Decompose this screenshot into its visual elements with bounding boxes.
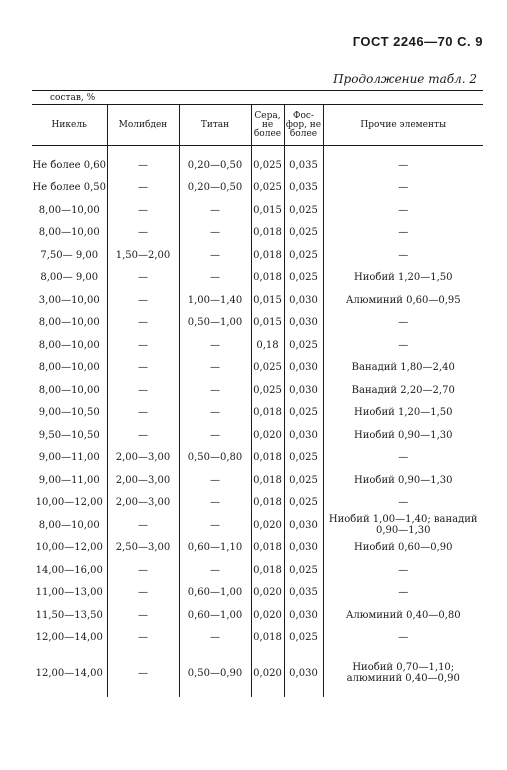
cell-nickel: 11,50—13,50: [35, 609, 103, 621]
cell-other: Ниобий 0,90—1,30: [323, 469, 483, 492]
cell-nickel: 8,00—10,00: [38, 317, 100, 329]
cell-other: —: [323, 154, 483, 177]
cell-titanium: —: [179, 199, 251, 222]
table-row: [32, 312, 483, 335]
cell-nickel: 9,00—10,50: [38, 407, 100, 419]
cell-other: Алюминий 0,40—0,80: [323, 604, 483, 627]
cell-titanium: —: [179, 492, 251, 515]
cell-sulfur: 0,018: [251, 447, 284, 470]
table-row: [32, 357, 483, 380]
table-row: [32, 604, 483, 627]
table-row: [32, 379, 483, 402]
cell-molybdenum: —: [107, 649, 179, 697]
header-other-elements: Прочие элементы: [323, 105, 483, 146]
table-row: [32, 334, 483, 357]
cell-titanium: —: [179, 357, 251, 380]
table-row: [32, 402, 483, 425]
cell-other: Ванадий 1,80—2,40: [323, 357, 483, 380]
cell-other: Ниобий 0,60—0,90: [323, 537, 483, 560]
cell-sulfur: 0,025: [251, 357, 284, 380]
cell-phosphorus: 0,030: [284, 357, 323, 380]
cell-nickel: 10,00—12,00: [35, 497, 103, 509]
table-row: [32, 537, 483, 560]
table-row: [32, 447, 483, 470]
cell-other: —: [323, 244, 483, 267]
cell-other: —: [323, 559, 483, 582]
header-molybdenum: Молибден: [107, 105, 179, 146]
cell-nickel: 12,00—14,00: [35, 667, 103, 679]
cell-molybdenum: —: [107, 379, 179, 402]
cell-molybdenum: 2,00—3,00: [107, 447, 179, 470]
cell-titanium: 0,50—0,90: [179, 649, 251, 697]
cell-molybdenum: 2,00—3,00: [107, 469, 179, 492]
cell-phosphorus: 0,025: [284, 334, 323, 357]
cell-other: —: [323, 177, 483, 200]
cell-titanium: —: [179, 379, 251, 402]
cell-other: Ниобий 0,90—1,30: [323, 424, 483, 447]
table-row: [32, 222, 483, 245]
cell-sulfur: 0,020: [251, 649, 284, 697]
cell-titanium: 0,60—1,00: [179, 582, 251, 605]
cell-phosphorus: 0,025: [284, 222, 323, 245]
cell-other: —: [323, 312, 483, 335]
cell-other: —: [323, 627, 483, 650]
header-sulfur: Сера, не более: [251, 105, 284, 146]
composition-table: [32, 104, 483, 697]
cell-phosphorus: 0,025: [284, 469, 323, 492]
cell-phosphorus: 0,035: [284, 154, 323, 177]
cell-other: —: [323, 222, 483, 245]
cell-other: Алюминий 0,60—0,95: [323, 289, 483, 312]
cell-phosphorus: 0,030: [284, 514, 323, 537]
cell-phosphorus: 0,030: [284, 379, 323, 402]
cell-nickel: 3,00—10,00: [38, 294, 100, 306]
cell-phosphorus: 0,030: [284, 649, 323, 697]
cell-nickel: 8,00—10,00: [38, 204, 100, 216]
cell-nickel: 9,00—11,00: [38, 452, 100, 464]
cell-molybdenum: —: [107, 267, 179, 290]
cell-sulfur: 0,018: [251, 222, 284, 245]
cell-titanium: 0,60—1,10: [179, 537, 251, 560]
cell-titanium: —: [179, 627, 251, 650]
cell-sulfur: 0,015: [251, 312, 284, 335]
cell-molybdenum: —: [107, 357, 179, 380]
cell-sulfur: 0,015: [251, 199, 284, 222]
cell-sulfur: 0,020: [251, 424, 284, 447]
cell-titanium: —: [179, 334, 251, 357]
cell-other: —: [323, 199, 483, 222]
spacer-row: [32, 146, 483, 155]
cell-nickel: 10,00—12,00: [35, 542, 103, 554]
cell-titanium: 0,20—0,50: [179, 177, 251, 200]
cell-sulfur: 0,018: [251, 469, 284, 492]
cell-other: —: [323, 334, 483, 357]
cell-molybdenum: —: [107, 582, 179, 605]
cell-titanium: —: [179, 514, 251, 537]
cell-sulfur: 0,018: [251, 244, 284, 267]
cell-nickel: Не более 0,60: [32, 159, 106, 171]
table-body: [32, 146, 483, 698]
cell-nickel: 9,50—10,50: [38, 429, 100, 441]
cell-phosphorus: 0,030: [284, 604, 323, 627]
header-titanium: Титан: [179, 105, 251, 146]
cell-phosphorus: 0,025: [284, 402, 323, 425]
cell-nickel: 8,00—10,00: [38, 362, 100, 374]
cell-molybdenum: 2,50—3,00: [107, 537, 179, 560]
table-row: [32, 514, 483, 537]
cell-sulfur: 0,018: [251, 267, 284, 290]
cell-titanium: —: [179, 424, 251, 447]
cell-sulfur: 0,020: [251, 582, 284, 605]
header-phosphorus: Фос- фор, не более: [284, 105, 323, 146]
cell-nickel: 12,00—14,00: [35, 632, 103, 644]
table-row: [32, 492, 483, 515]
cell-other: Ниобий 1,20—1,50: [323, 402, 483, 425]
cell-sulfur: 0,018: [251, 559, 284, 582]
cell-phosphorus: 0,035: [284, 177, 323, 200]
cell-phosphorus: 0,025: [284, 627, 323, 650]
cell-nickel: 8,00—10,00: [38, 519, 100, 531]
cell-titanium: 1,00—1,40: [179, 289, 251, 312]
cell-molybdenum: —: [107, 514, 179, 537]
cell-other: —: [323, 447, 483, 470]
cell-nickel: 11,00—13,00: [35, 587, 103, 599]
cell-other: Ниобий 1,20—1,50: [323, 267, 483, 290]
cell-molybdenum: —: [107, 559, 179, 582]
cell-phosphorus: 0,025: [284, 199, 323, 222]
cell-phosphorus: 0,030: [284, 312, 323, 335]
cell-sulfur: 0,018: [251, 492, 284, 515]
cell-nickel: 8,00—10,00: [38, 227, 100, 239]
group-label: состав, %: [50, 93, 96, 103]
cell-sulfur: 0,018: [251, 627, 284, 650]
table-row: [32, 559, 483, 582]
table-row: [32, 244, 483, 267]
cell-titanium: 0,60—1,00: [179, 604, 251, 627]
cell-titanium: 0,50—1,00: [179, 312, 251, 335]
cell-titanium: —: [179, 244, 251, 267]
table-row: [32, 199, 483, 222]
cell-sulfur: 0,020: [251, 514, 284, 537]
table-row: [32, 289, 483, 312]
cell-phosphorus: 0,025: [284, 492, 323, 515]
cell-molybdenum: —: [107, 199, 179, 222]
cell-titanium: —: [179, 469, 251, 492]
cell-nickel: 7,50— 9,00: [40, 249, 99, 261]
cell-other: Ниобий 1,00—1,40; ванадий 0,90—1,30: [323, 514, 483, 537]
cell-molybdenum: 1,50—2,00: [107, 244, 179, 267]
table-row: [32, 582, 483, 605]
cell-molybdenum: —: [107, 627, 179, 650]
cell-nickel: 8,00— 9,00: [40, 272, 99, 284]
table-row: [32, 154, 483, 177]
cell-sulfur: 0,025: [251, 154, 284, 177]
page-header: ГОСТ 2246—70 С. 9: [352, 34, 483, 49]
cell-molybdenum: —: [107, 154, 179, 177]
cell-phosphorus: 0,035: [284, 582, 323, 605]
composition-table-wrapper: [32, 90, 483, 697]
header-nickel: Никель: [32, 105, 107, 146]
cell-sulfur: 0,015: [251, 289, 284, 312]
cell-other: —: [323, 492, 483, 515]
cell-titanium: 0,20—0,50: [179, 154, 251, 177]
cell-molybdenum: —: [107, 177, 179, 200]
cell-molybdenum: —: [107, 289, 179, 312]
cell-other: Ниобий 0,70—1,10; алюминий 0,40—0,90: [323, 649, 483, 697]
cell-other: —: [323, 582, 483, 605]
cell-molybdenum: 2,00—3,00: [107, 492, 179, 515]
cell-nickel: 9,00—11,00: [38, 474, 100, 486]
cell-titanium: —: [179, 222, 251, 245]
cell-sulfur: 0,018: [251, 537, 284, 560]
cell-molybdenum: —: [107, 424, 179, 447]
table-row: [32, 649, 483, 697]
cell-phosphorus: 0,025: [284, 559, 323, 582]
table-row: [32, 267, 483, 290]
cell-nickel: 14,00—16,00: [35, 564, 103, 576]
cell-phosphorus: 0,025: [284, 267, 323, 290]
table-row: [32, 627, 483, 650]
cell-sulfur: 0,018: [251, 402, 284, 425]
cell-phosphorus: 0,025: [284, 244, 323, 267]
cell-phosphorus: 0,030: [284, 424, 323, 447]
cell-molybdenum: —: [107, 334, 179, 357]
cell-sulfur: 0,020: [251, 604, 284, 627]
header-row: [32, 105, 483, 146]
cell-other: Ванадий 2,20—2,70: [323, 379, 483, 402]
cell-molybdenum: —: [107, 604, 179, 627]
table-row: [32, 424, 483, 447]
table-row: [32, 469, 483, 492]
cell-titanium: —: [179, 402, 251, 425]
table-continuation-label: Продолжение табл. 2: [333, 72, 477, 86]
cell-molybdenum: —: [107, 312, 179, 335]
cell-titanium: —: [179, 559, 251, 582]
cell-sulfur: 0,18: [251, 334, 284, 357]
cell-molybdenum: —: [107, 222, 179, 245]
cell-titanium: 0,50—0,80: [179, 447, 251, 470]
table-row: [32, 177, 483, 200]
cell-nickel: 8,00—10,00: [38, 339, 100, 351]
cell-sulfur: 0,025: [251, 379, 284, 402]
cell-molybdenum: —: [107, 402, 179, 425]
cell-nickel: Не более 0,50: [32, 182, 106, 194]
cell-phosphorus: 0,025: [284, 447, 323, 470]
cell-phosphorus: 0,030: [284, 289, 323, 312]
cell-nickel: 8,00—10,00: [38, 384, 100, 396]
cell-phosphorus: 0,030: [284, 537, 323, 560]
cell-titanium: —: [179, 267, 251, 290]
cell-sulfur: 0,025: [251, 177, 284, 200]
